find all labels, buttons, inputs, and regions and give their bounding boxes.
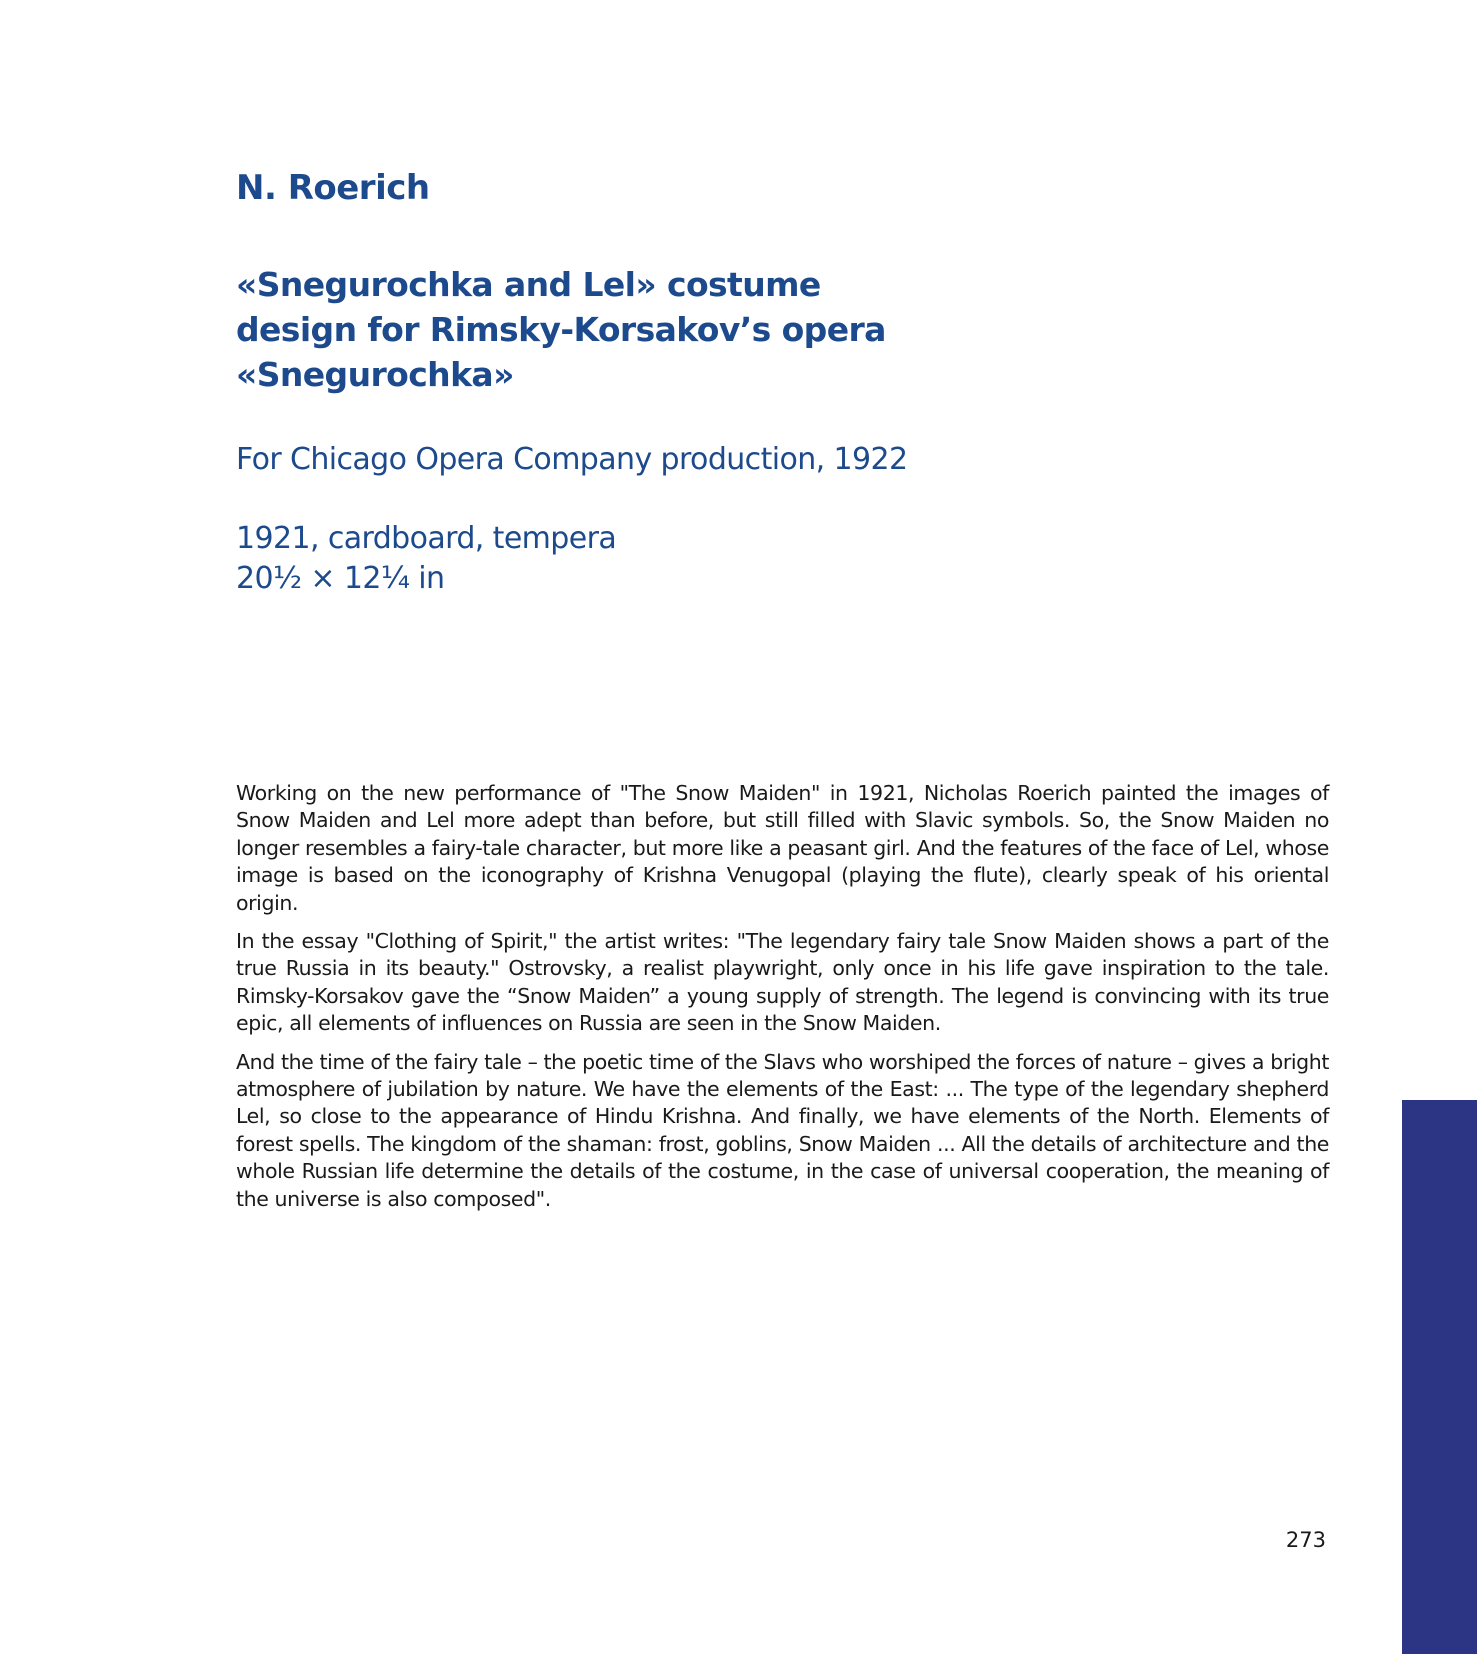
edge-color-tab	[1402, 1100, 1477, 1654]
artwork-medium: 1921, cardboard, tempera	[236, 521, 617, 556]
production-subtitle: For Chicago Opera Company production, 1922	[236, 442, 908, 477]
artwork-title-line: «Snegurochka»	[236, 355, 514, 394]
body-paragraph: And the time of the fairy tale – the poetic time of the Slavs who worshiped the forces of nature – gives a bright atmosphere of jubilation by nature. We have the elements of the East: ... The type of the legendary shepherd Lel, so close to the appearance of Hindu Krishna. And finally, we have elements of the North. Elements of forest spells. The kingdom of the shaman: frost, goblins, Snow Maiden ... All the details of architecture and the whole Russian life determine the details of the costume, in the case of universal cooperation, the meaning of the universe is also composed".	[236, 1049, 1329, 1211]
body-text	[236, 780, 1329, 1224]
artwork-title	[236, 262, 1056, 397]
body-paragraph: In the essay "Clothing of Spirit," the artist writes: "The legendary fairy tale Snow Maiden shows a part of the true Russia in its beauty." Ostrovsky, a realist playwright, only once in his life gave inspiration to the tale. Rimsky-Korsakov gave the “Snow Maiden” a young supply of strength. The legend is convincing with its true epic, all elements of influences on Russia are seen in the Snow Maiden.	[236, 929, 1329, 1036]
author-name: N. Roerich	[236, 168, 430, 208]
artwork-title-line: «Snegurochka and Lel» costume	[236, 265, 821, 304]
artwork-title-line: design for Rimsky-Korsakov’s opera	[236, 310, 886, 349]
page-number: 273	[1285, 1528, 1326, 1552]
artwork-dimensions: 20½ × 12¼ in	[236, 561, 445, 596]
artwork-details	[236, 519, 616, 599]
body-paragraph: Working on the new performance of "The Snow Maiden" in 1921, Nicholas Roerich painted the images of Snow Maiden and Lel more adept than before, but still filled with Slavic symbols. So, the Snow Maiden no longer resembles a fairy-tale character, but more like a peasant girl. And the features of the face of Lel, whose image is based on the iconography of Krishna Venugopal (playing the flute), clearly speak of his oriental origin.	[236, 781, 1329, 915]
